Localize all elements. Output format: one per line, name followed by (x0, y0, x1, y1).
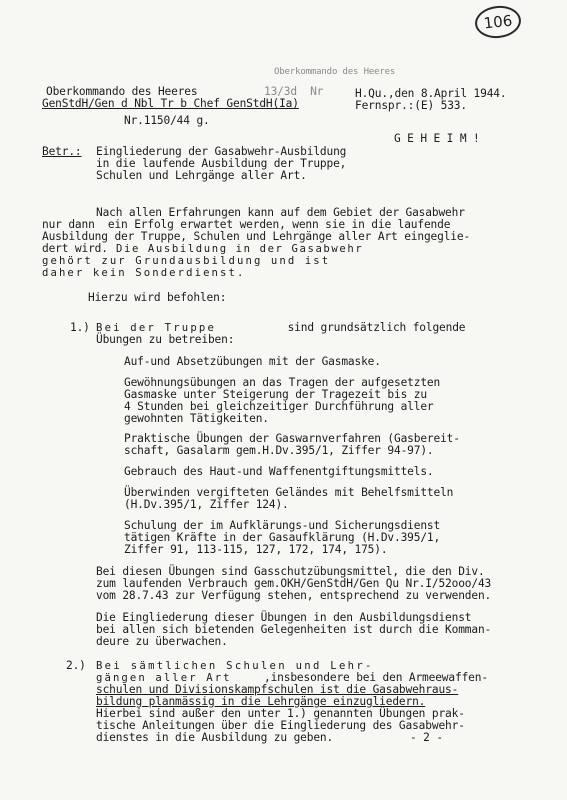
org-line-1: Oberkommando des Heeres (46, 85, 198, 98)
section-1-paragraph: deure zu überwachen. (96, 635, 228, 648)
exercise-item: Gewöhnungsübungen an das Tragen der aufgesetzten (124, 376, 441, 389)
section-1-paragraph: vom 28.7.43 zur Verfügung stehen, entsprechend zu verwenden. (96, 589, 492, 602)
section-1-paragraph: zum laufenden Verbrauch gem.OKH/GenStdH/Gen Qu Nr.I/52ooo/43 (96, 577, 492, 590)
section-1-heading-rest: sind grundsätzlich folgende (281, 321, 466, 334)
exercise-item: (H.Dv.395/1, Ziffer 124). (124, 498, 289, 511)
exercise-item: Überwinden vergifteten Geländes mit Behelfsmitteln (124, 486, 454, 499)
section-2-heading: Bei sämtlichen Schulen und Lehr- (96, 660, 374, 672)
exercise-item: tätigen Kräfte in der Gasaufklärung (H.Dv.395/1, (124, 531, 441, 544)
intro-spaced-line: Die Ausbildung in der Gasabwehr (116, 243, 364, 255)
section-2-line: dienstes in die Ausbildung zu geben. (96, 731, 334, 744)
exercise-item: Schulung der im Aufklärungs-und Sicherungsdienst (124, 519, 441, 532)
exercise-item: 4 Stunden bei gleichzeitiger Durchführung aller (124, 400, 434, 413)
stamp-overprint: Oberkommando des Heeres (274, 67, 396, 77)
section-1-paragraph: Bei diesen Übungen sind Gasschutzübungsmittel, die den Div. (96, 565, 485, 578)
exercise-item: Ziffer 91, 113-115, 127, 172, 174, 175). (124, 543, 388, 556)
intro-line: Nach allen Erfahrungen kann auf dem Gebiet der Gasabwehr (96, 206, 465, 219)
subject-label: Betr.: (42, 145, 82, 158)
intro-line: Ausbildung der Truppe, Schulen und Lehrgänge aller Art eingeglie- (42, 230, 471, 243)
section-1-line-2: Übungen zu betreiben: (96, 333, 235, 346)
section-2-heading: gängen aller Art (96, 672, 232, 684)
order-line: Hierzu wird befohlen: (88, 291, 227, 304)
section-2-line: ,insbesondere bei den Armeewaffen- (264, 671, 488, 684)
section-2-line: bildung planmässig in die Lehrgänge einzugliedern. (96, 695, 426, 708)
page-number-stamp (473, 4, 522, 41)
subject-line: Schulen und Lehrgänge aller Art. (96, 169, 307, 182)
org-line-1-suffix: 13/3d Nr (264, 85, 324, 98)
intro-spaced-line: gehört zur Grundausbildung und ist (42, 255, 331, 267)
section-2-line: tische Anleitungen über die Eingliederung des Gasabwehr- (96, 719, 465, 732)
phone: Fernspr.:(E) 533. (355, 99, 467, 112)
page-marker: - 2 - (410, 731, 443, 744)
exercise-item: Praktische Übungen der Gaswarnverfahren (Gasbereit- (124, 432, 460, 445)
subject-line: in die laufende Ausbildung der Truppe, (96, 157, 347, 170)
intro-line: nur dann ein Erfolg erwartet werden, wenn sie in die laufende (42, 218, 451, 231)
intro-spaced-line: daher kein Sonderdienst. (42, 267, 246, 279)
intro-line: dert wird. (42, 242, 108, 255)
section-1-heading: Bei der Truppe (96, 322, 217, 334)
section-1-paragraph: bei allen sich bietenden Gelegenheiten ist durch die Komman- (96, 623, 492, 636)
section-2-number: 2.) (66, 659, 86, 672)
place-date: H.Qu.,den 8.April 1944. (355, 87, 507, 100)
stamp-number: 106 (482, 11, 514, 33)
section-2-line: Hierbei sind außer den unter 1.) genannten Übungen prak- (96, 707, 465, 720)
section-2-line: schulen und Divisionskampfschulen ist die Gasabwehraus- (96, 683, 459, 696)
exercise-item: Gasmaske unter Steigerung der Tragezeit bis zu (124, 388, 427, 401)
org-line-2: GenStdH/Gen d Nbl Tr b Chef GenStdH(Ia) (42, 97, 299, 110)
subject-line: Eingliederung der Gasabwehr-Ausbildung (96, 145, 347, 158)
section-1-number: 1.) (70, 321, 90, 334)
exercise-item: gewohnten Tätigkeiten. (124, 412, 269, 425)
classification: G E H E I M ! (394, 132, 480, 145)
exercise-item: Auf-und Absetzübungen mit der Gasmaske. (124, 355, 381, 368)
exercise-item: Gebrauch des Haut-und Waffenentgiftungsmittels. (124, 465, 434, 478)
reference-number: Nr.1150/44 g. (124, 114, 210, 127)
exercise-item: schaft, Gasalarm gem.H.Dv.395/1, Ziffer 94-97). (124, 444, 434, 457)
section-1-paragraph: Die Eingliederung dieser Übungen in den Ausbildungsdienst (96, 611, 472, 624)
